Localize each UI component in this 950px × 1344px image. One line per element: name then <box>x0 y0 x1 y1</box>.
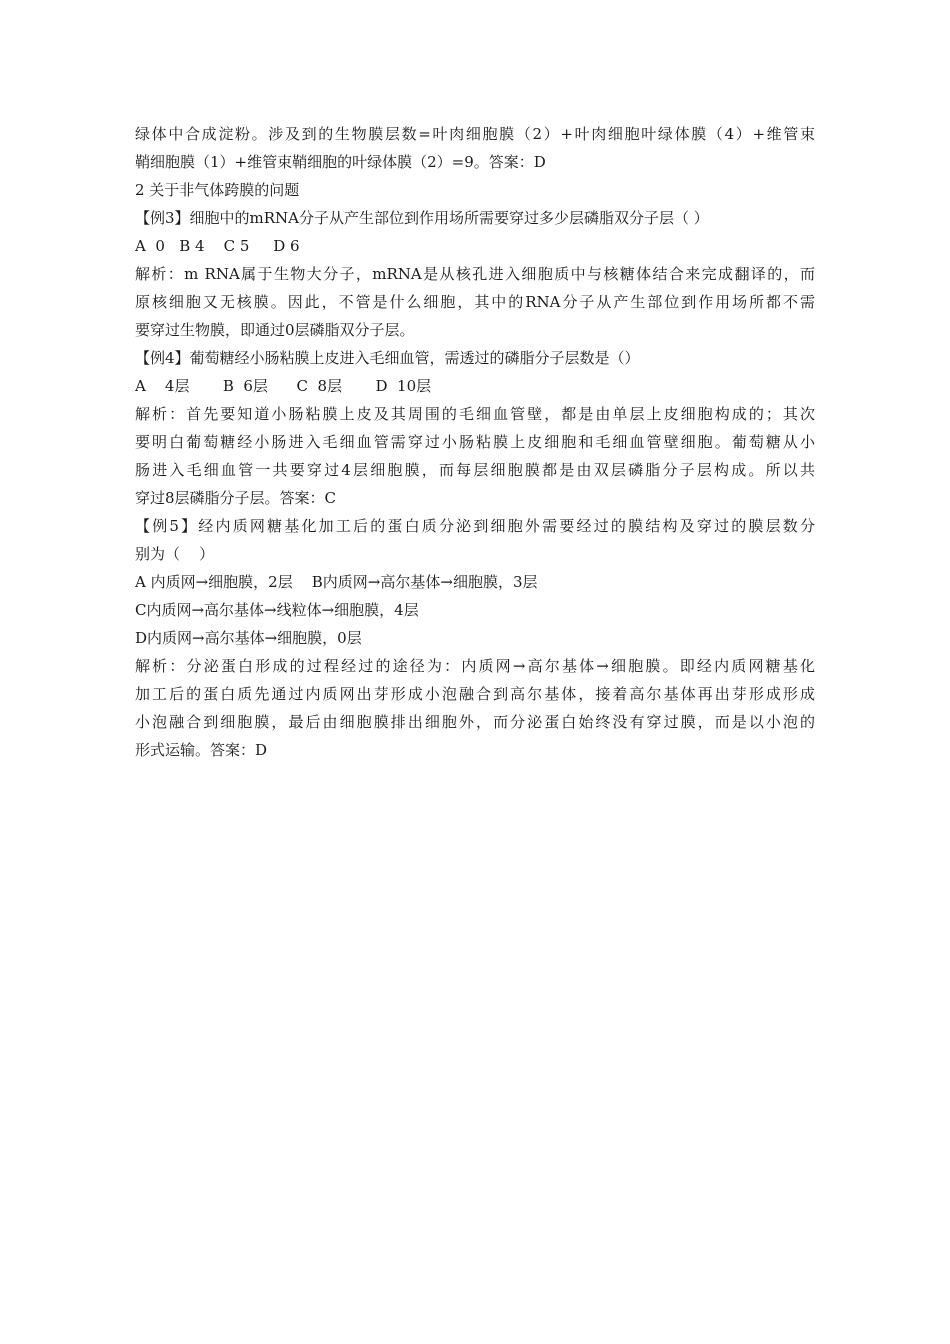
text-line: 解析：首先要知道小肠粘膜上皮及其周围的毛细血管壁，都是由单层上皮细胞构成的；其次 <box>135 405 815 423</box>
answer-option-line: C内质网→高尔基体→线粒体→细胞膜，4层 <box>135 601 419 619</box>
text-line: 鞘细胞膜（1）+维管束鞘细胞的叶绿体膜（2）=9。答案：D <box>135 153 546 171</box>
text-line: 穿过8层磷脂分子层。答案：C <box>135 489 337 507</box>
document-page <box>135 120 815 764</box>
text-line: 绿体中合成淀粉。涉及到的生物膜层数=叶肉细胞膜（2）+叶肉细胞叶绿体膜（4）+维管束 <box>135 125 815 143</box>
text-line: 要穿过生物膜，即通过0层磷脂双分子层。 <box>135 321 415 339</box>
example-question: 【例5】经内质网糖基化加工后的蛋白质分泌到细胞外需要经过的膜结构及穿过的膜层数分 <box>135 517 815 535</box>
answer-options: A 0 B 4 C 5 D 6 <box>135 237 300 255</box>
text-line: 肠进入毛细血管一共要穿过4层细胞膜，而每层细胞膜都是由双层磷脂分子层构成。所以共 <box>135 461 815 479</box>
text-line: 加工后的蛋白质先通过内质网出芽形成小泡融合到高尔基体，接着高尔基体再出芽形成形成 <box>135 685 815 703</box>
answer-options: A 4层 B 6层 C 8层 D 10层 <box>135 377 432 395</box>
text-line: 形式运输。答案：D <box>135 741 268 759</box>
text-line: 小泡融合到细胞膜，最后由细胞膜排出细胞外，而分泌蛋白始终没有穿过膜，而是以小泡的 <box>135 713 815 731</box>
answer-option-line: D内质网→高尔基体→细胞膜，0层 <box>135 629 362 647</box>
text-line: 解析：分泌蛋白形成的过程经过的途径为：内质网→高尔基体→细胞膜。即经内质网糖基化 <box>135 657 815 675</box>
text-line: 原核细胞又无核膜。因此，不管是什么细胞，其中的RNA分子从产生部位到作用场所都不需 <box>135 293 815 311</box>
text-line: 解析：m RNA属于生物大分子，mRNA是从核孔进入细胞质中与核糖体结合来完成翻译的，而 <box>135 265 815 283</box>
example-question: 【例4】葡萄糖经小肠粘膜上皮进入毛细血管，需透过的磷脂分子层数是（） <box>135 349 640 367</box>
section-heading: 2 关于非气体跨膜的问题 <box>135 181 300 199</box>
example-question: 【例3】细胞中的mRNA分子从产生部位到作用场所需要穿过多少层磷脂双分子层（ ） <box>135 209 709 227</box>
text-line: 别为（ ） <box>135 545 215 563</box>
text-line: 要明白葡萄糖经小肠进入毛细血管需穿过小肠粘膜上皮细胞和毛细血管壁细胞。葡萄糖从小 <box>135 433 815 451</box>
answer-option-line: A 内质网→细胞膜，2层 B内质网→高尔基体→细胞膜，3层 <box>135 573 538 591</box>
